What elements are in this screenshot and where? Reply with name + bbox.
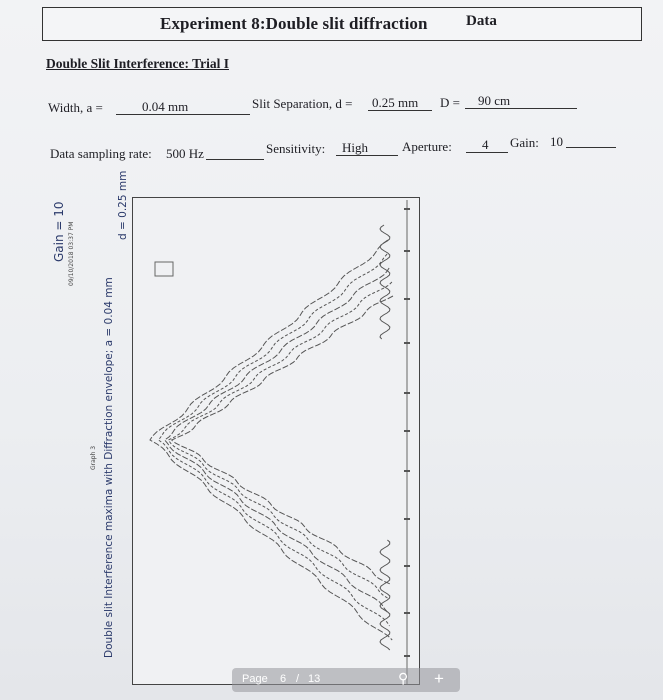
timestamp-label: 09/10/2018 03:37 PM xyxy=(68,221,75,286)
axis-tick xyxy=(404,250,410,252)
sampling-rate-value: 500 Hz xyxy=(166,146,204,161)
slit-separation-value: 0.25 mm xyxy=(372,95,419,110)
page-separator: / xyxy=(296,673,300,685)
axis-tick xyxy=(404,298,410,300)
sensitivity-value: High xyxy=(342,140,368,155)
axis-tick xyxy=(404,565,410,567)
page-title: Experiment 8:Double slit diffraction xyxy=(160,14,428,33)
fringe-trace xyxy=(168,282,392,598)
handwritten-caption-d: d = 0.25 mm xyxy=(117,170,129,240)
sampling-rate-label: Data sampling rate: xyxy=(50,146,152,161)
fringe-trace xyxy=(172,296,393,584)
graph-label: Graph 3 xyxy=(90,445,97,470)
slit-separation-label: Slit Separation, d = xyxy=(252,96,353,111)
distance-label: D = xyxy=(440,95,460,110)
fringe-trace xyxy=(159,254,390,626)
width-value: 0.04 mm xyxy=(142,99,189,114)
aperture-label: Aperture: xyxy=(402,139,452,154)
sensitivity-label: Sensitivity: xyxy=(266,141,326,156)
handwritten-gain: Gain = 10 xyxy=(52,201,66,262)
axis-tick xyxy=(404,655,410,657)
distance-value: 90 cm xyxy=(478,93,511,108)
axis-tick xyxy=(404,430,410,432)
section-title: Double Slit Interference: Trial I xyxy=(46,56,229,71)
axis-tick xyxy=(404,392,410,394)
fringe-trace xyxy=(165,268,389,612)
plot-marker xyxy=(155,262,173,276)
page-label: Page xyxy=(242,673,268,685)
axis-tick xyxy=(404,342,410,344)
fringe-trace xyxy=(150,240,392,640)
gain-value: 10 xyxy=(550,134,563,149)
aperture-value: 4 xyxy=(482,137,489,152)
axis-tick xyxy=(404,208,410,210)
plus-icon[interactable]: + xyxy=(434,669,444,688)
page-toolbar xyxy=(232,668,460,692)
page-total: 13 xyxy=(308,673,321,685)
axis-tick xyxy=(404,518,410,520)
width-label: Width, a = xyxy=(48,100,103,115)
baseline-trace xyxy=(380,225,390,339)
data-tag: Data xyxy=(466,13,497,29)
magnifier-icon[interactable]: ⚲ xyxy=(398,670,409,686)
gain-label: Gain: xyxy=(510,135,539,150)
handwritten-caption: Double slit Interference maxima with Diffraction envelope; a = 0.04 mm xyxy=(103,277,115,658)
fringe-traces xyxy=(150,225,393,650)
axis-tick xyxy=(404,470,410,472)
axis-tick xyxy=(404,612,410,614)
page-current[interactable]: 6 xyxy=(280,673,287,685)
